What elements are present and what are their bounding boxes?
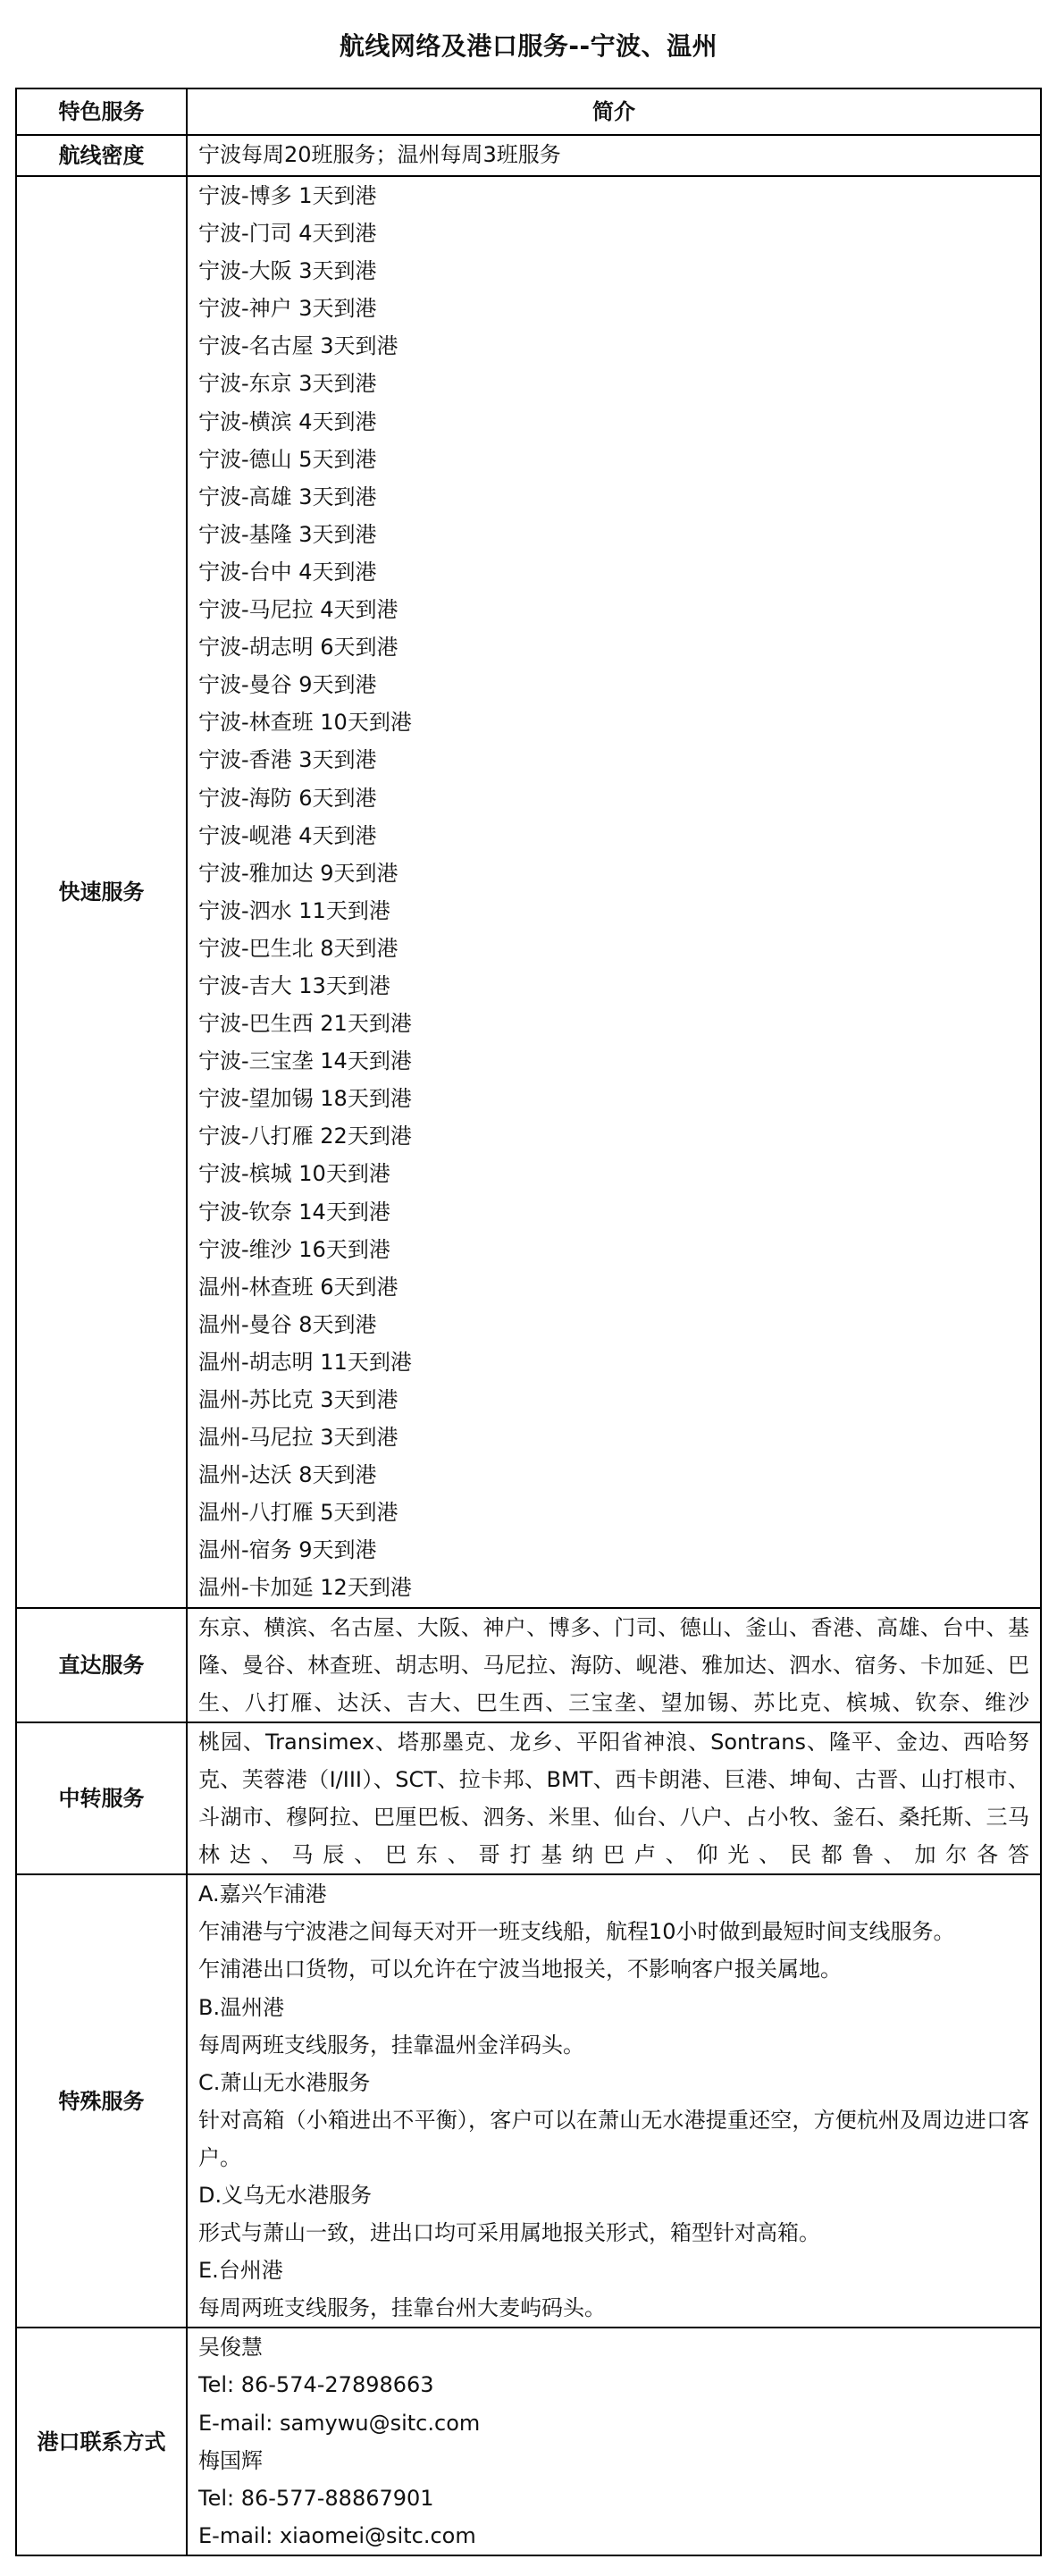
route-list-item: 宁波-泗水 11天到港 xyxy=(198,897,390,923)
route-list-item: 温州-宿务 9天到港 xyxy=(198,1537,377,1563)
route-list-item: 温州-马尼拉 3天到港 xyxy=(198,1425,398,1451)
contact-line: E-mail: samywu@sitc.com xyxy=(198,2410,481,2436)
port-contact-details xyxy=(187,2328,1041,2555)
route-list-item: 宁波-钦奈 14天到港 xyxy=(198,1199,390,1225)
route-list-item: 宁波-胡志明 6天到港 xyxy=(198,635,398,661)
route-list-item: 宁波-雅加达 9天到港 xyxy=(198,860,398,886)
route-list-item: 宁波-台中 4天到港 xyxy=(198,559,377,585)
row-route-density xyxy=(16,135,1041,176)
route-list-item: 宁波-香港 3天到港 xyxy=(198,747,377,773)
transit-service-ports xyxy=(187,1722,1041,1874)
services-table xyxy=(15,88,1042,2556)
route-list-item: 温州-卡加延 12天到港 xyxy=(198,1575,412,1601)
row-fast-service xyxy=(16,176,1041,1608)
special-service-line: 乍浦港与宁波港之间每天对开一班支线船，航程10小时做到最短时间支线服务。 xyxy=(198,1919,955,1945)
route-list-item: 宁波-望加锡 18天到港 xyxy=(198,1086,412,1112)
route-list-item: 宁波-海防 6天到港 xyxy=(198,785,377,811)
fast-service-list xyxy=(187,176,1041,1608)
route-list-item: 温州-胡志明 11天到港 xyxy=(198,1349,412,1375)
route-list-item: 温州-曼谷 8天到港 xyxy=(198,1311,377,1337)
route-list-item: 宁波-八打雁 22天到港 xyxy=(198,1124,412,1149)
contact-line: E-mail: xiaomei@sitc.com xyxy=(198,2522,476,2548)
label-transit-service: 中转服务 xyxy=(16,1722,187,1874)
special-service-line: E.台州港 xyxy=(198,2258,283,2284)
label-special-service: 特殊服务 xyxy=(16,1874,187,2328)
header-introduction: 简介 xyxy=(187,88,1041,135)
route-list-item: 宁波-维沙 16天到港 xyxy=(198,1236,390,1262)
special-service-line: 每周两班支线服务，挂靠温州金洋码头。 xyxy=(198,2032,584,2058)
label-direct-service: 直达服务 xyxy=(16,1608,187,1722)
route-list-item: 宁波-曼谷 9天到港 xyxy=(198,672,377,698)
route-list-item: 宁波-东京 3天到港 xyxy=(198,371,377,397)
route-list-item: 宁波-高雄 3天到港 xyxy=(198,484,377,509)
route-list-item: 宁波-博多 1天到港 xyxy=(198,183,377,208)
route-list-item: 宁波-岘港 4天到港 xyxy=(198,822,377,848)
special-service-line: B.温州港 xyxy=(198,1994,285,2020)
label-port-contact: 港口联系方式 xyxy=(16,2328,187,2555)
route-list-item: 温州-苏比克 3天到港 xyxy=(198,1387,398,1412)
transit-service-text: 桃园、Transimex、塔那墨克、龙乡、平阳省神浪、Sontrans、隆平、金边、西哈努克、芙蓉港（I/III）、SCT、拉卡邦、BMT、西卡朗港、巨港、坤甸、古晋、山打根市、斗湖市、穆阿拉、巴厘巴板、泗务、米里、仙台、八户、占小牧、釜石、桑托斯、三马林达、马辰、巴东、哥打基纳巴卢、仰光、民都鲁、加尔各答 xyxy=(198,1729,1029,1868)
route-list-item: 宁波-神户 3天到港 xyxy=(198,296,377,322)
route-list-item: 宁波-槟城 10天到港 xyxy=(198,1161,390,1187)
direct-service-text: 东京、横滨、名古屋、大阪、神户、博多、门司、德山、釜山、香港、高雄、台中、基隆、曼谷、林查班、胡志明、马尼拉、海防、岘港、雅加达、泗水、宿务、卡加延、巴生、八打雁、达沃、吉大、巴生西、三宝垄、望加锡、苏比克、槟城、钦奈、维沙 xyxy=(198,1614,1029,1715)
special-service-line: 乍浦港出口货物，可以允许在宁波当地报关，不影响客户报关属地。 xyxy=(198,1957,842,1983)
label-route-density: 航线密度 xyxy=(16,135,187,176)
route-list-item: 宁波-吉大 13天到港 xyxy=(198,972,390,998)
route-list-item: 宁波-基隆 3天到港 xyxy=(198,521,377,547)
table-header-row xyxy=(16,88,1041,135)
row-direct-service xyxy=(16,1608,1041,1722)
special-service-line: C.萧山无水港服务 xyxy=(198,2069,371,2095)
special-service-line: A.嘉兴乍浦港 xyxy=(198,1881,327,1907)
route-list-item: 宁波-门司 4天到港 xyxy=(198,221,377,247)
header-feature-service: 特色服务 xyxy=(16,88,187,135)
route-list-item: 温州-达沃 8天到港 xyxy=(198,1462,377,1488)
route-list-item: 宁波-巴生北 8天到港 xyxy=(198,935,398,961)
contact-line: 吴俊慧 xyxy=(198,2335,263,2361)
row-special-service xyxy=(16,1874,1041,2328)
route-list-item: 宁波-德山 5天到港 xyxy=(198,446,377,472)
route-list-item: 宁波-大阪 3天到港 xyxy=(198,258,377,284)
special-service-details xyxy=(187,1874,1041,2328)
route-list-item: 宁波-横滨 4天到港 xyxy=(198,408,377,434)
contact-line: Tel: 86-574-27898663 xyxy=(198,2372,434,2398)
row-transit-service xyxy=(16,1722,1041,1874)
special-service-line: 针对高箱（小箱进出不平衡），客户可以在萧山无水港提重还空，方便杭州及周边进口客户。 xyxy=(198,2107,1029,2170)
route-list-item: 宁波-林查班 10天到港 xyxy=(198,710,412,736)
route-list-item: 温州-八打雁 5天到港 xyxy=(198,1500,398,1526)
route-list-item: 宁波-三宝垄 14天到港 xyxy=(198,1048,412,1074)
contact-line: 梅国辉 xyxy=(198,2447,263,2473)
route-list-item: 宁波-巴生西 21天到港 xyxy=(198,1011,412,1037)
page-title: 航线网络及港口服务--宁波、温州 xyxy=(339,31,718,61)
special-service-line: 形式与萧山一致，进出口均可采用属地报关形式，箱型针对高箱。 xyxy=(198,2220,820,2246)
special-service-line: D.义乌无水港服务 xyxy=(198,2182,373,2208)
route-list-item: 温州-林查班 6天到港 xyxy=(198,1274,398,1300)
contact-line: Tel: 86-577-88867901 xyxy=(198,2485,434,2511)
label-fast-service: 快速服务 xyxy=(16,176,187,1608)
value-route-density xyxy=(187,135,1041,176)
row-port-contact xyxy=(16,2328,1041,2555)
special-service-line: 每周两班支线服务，挂靠台州大麦屿码头。 xyxy=(198,2295,606,2321)
route-list-item: 宁波-名古屋 3天到港 xyxy=(198,333,398,359)
direct-service-ports xyxy=(187,1608,1041,1722)
route-density-text: 宁波每周20班服务；温州每周3班服务 xyxy=(198,142,561,167)
route-list-item: 宁波-马尼拉 4天到港 xyxy=(198,597,398,623)
